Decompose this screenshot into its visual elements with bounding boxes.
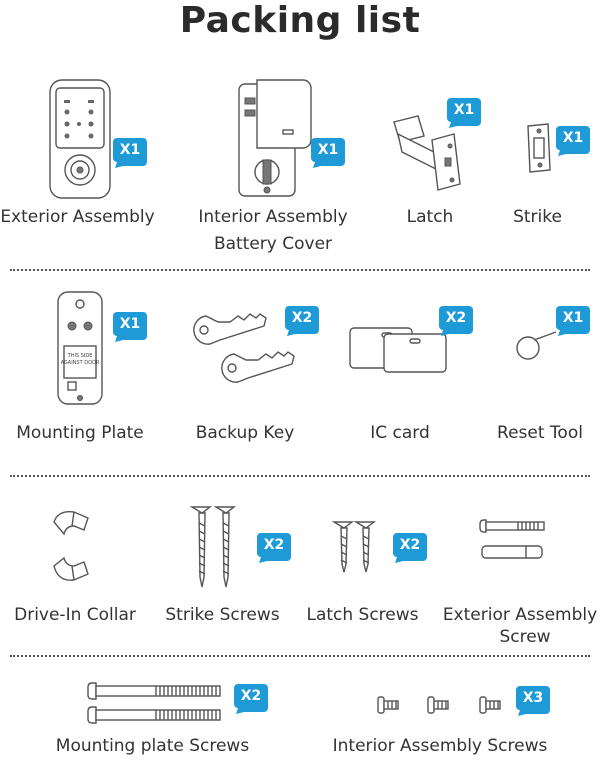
quantity-badge: [439, 306, 473, 336]
quantity-badge: [447, 98, 481, 128]
item-label: Latch Screws: [306, 605, 419, 625]
bolt-icon: [478, 518, 548, 568]
quantity-badge: [516, 686, 550, 716]
quantity-label: X1: [119, 316, 141, 332]
quantity-label: X1: [317, 142, 339, 158]
quantity-label: X1: [562, 130, 584, 146]
item-label: Interior Assembly: [198, 207, 348, 227]
item-label: Exterior Assembly: [0, 207, 155, 227]
item-label: Backup Key: [195, 423, 295, 443]
quantity-badge: [311, 138, 345, 168]
quantity-label: X2: [263, 537, 285, 553]
quantity-badge: [285, 306, 319, 336]
quantity-badge: [257, 533, 291, 563]
quantity-badge: [393, 533, 427, 563]
collar-icon: [48, 508, 98, 588]
item-label: Battery Cover: [213, 234, 333, 254]
divider: [10, 475, 590, 477]
quantity-label: X1: [453, 102, 475, 118]
item-label: Interior Assembly Screws: [332, 736, 548, 756]
reset-tool-icon: [512, 330, 558, 364]
divider: [10, 269, 590, 271]
quantity-label: X3: [522, 690, 544, 706]
ic-card-icon: [348, 322, 448, 374]
strike-icon: [524, 122, 554, 174]
item-label: Mounting Plate: [16, 423, 144, 443]
quantity-badge: [113, 138, 147, 168]
long-bolt-icon: [86, 683, 226, 727]
quantity-badge: [556, 306, 590, 336]
quantity-badge: [556, 126, 590, 156]
screw-icon: [190, 503, 240, 589]
plate-text: AGAINST DOOR: [60, 360, 100, 366]
item-label: IC card: [370, 423, 430, 443]
quantity-badge: [234, 684, 268, 714]
quantity-label: X1: [562, 310, 584, 326]
item-label: Strike Screws: [165, 605, 280, 625]
item-label: Drive-In Collar: [14, 605, 136, 625]
screw-icon: [332, 518, 380, 574]
divider: [10, 655, 590, 657]
item-label: Latch: [406, 207, 454, 227]
quantity-label: X2: [399, 537, 421, 553]
quantity-label: X2: [240, 688, 262, 704]
item-label: Reset Tool: [497, 423, 583, 443]
item-label: Mounting plate Screws: [55, 736, 250, 756]
quantity-label: X2: [291, 310, 313, 326]
quantity-label: X1: [119, 142, 141, 158]
exterior-assembly-icon: [48, 78, 118, 200]
mounting-plate-icon: [56, 290, 106, 408]
item-label: Screw: [499, 627, 551, 647]
page-title: Packing list: [179, 0, 421, 41]
plate-text: THIS SIDE: [67, 353, 93, 359]
quantity-badge: [113, 312, 147, 342]
small-screw-icon: [376, 695, 506, 717]
item-label: Exterior Assembly: [442, 605, 598, 625]
item-label: Strike: [513, 207, 562, 227]
quantity-label: X2: [445, 310, 467, 326]
